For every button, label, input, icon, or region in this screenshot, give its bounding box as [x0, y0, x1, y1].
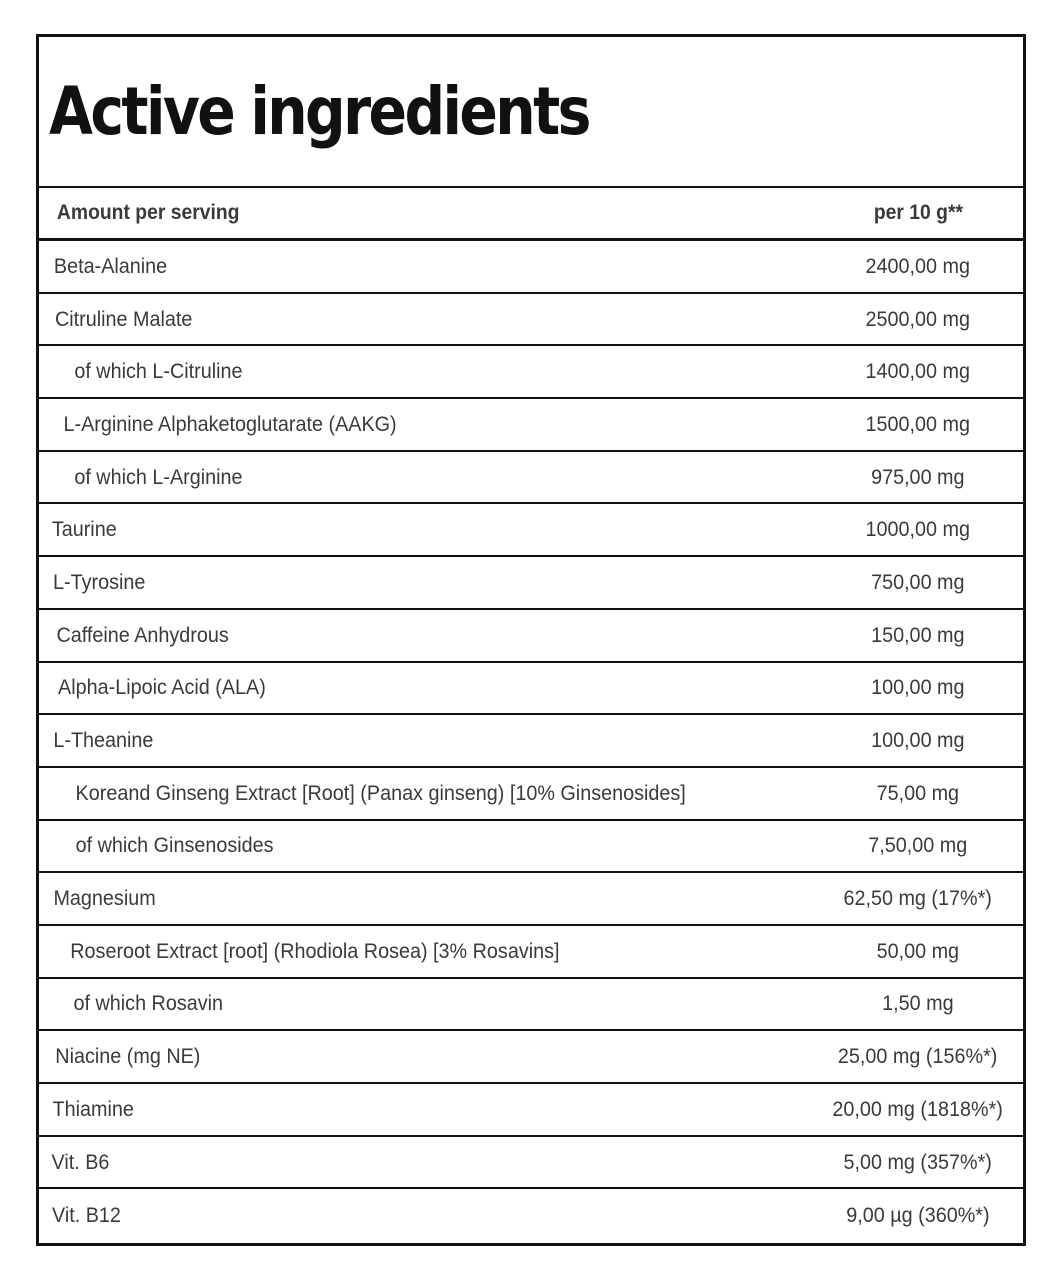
ingredient-name-text: Vit. B6 — [51, 1149, 110, 1174]
ingredient-amount — [813, 465, 1023, 490]
ingredient-name — [39, 675, 813, 700]
ingredient-name — [39, 886, 813, 911]
table-row — [39, 1189, 1023, 1242]
ingredient-name — [39, 991, 813, 1016]
ingredient-name — [39, 254, 813, 279]
ingredient-name-text: Vit. B12 — [51, 1203, 121, 1228]
ingredient-amount — [813, 1150, 1023, 1175]
ingredient-amount-text: 1500,00 mg — [865, 411, 971, 436]
ingredient-amount-text: 75,00 mg — [876, 780, 960, 805]
ingredient-amount-text: 20,00 mg (1818%*) — [832, 1096, 1004, 1121]
header-name — [39, 201, 813, 225]
ingredient-amount — [813, 728, 1023, 753]
ingredient-name — [39, 570, 813, 595]
ingredient-amount — [813, 781, 1023, 806]
ingredient-amount-text: 100,00 mg — [871, 728, 965, 753]
ingredient-amount-text: 62,50 mg (17%*) — [843, 886, 993, 911]
ingredient-name — [39, 1150, 813, 1175]
ingredient-name-text: Beta-Alanine — [53, 253, 168, 278]
ingredient-amount — [813, 886, 1023, 911]
ingredient-amount-text: 975,00 mg — [871, 464, 965, 489]
ingredient-amount-text: 1000,00 mg — [865, 517, 971, 542]
table-row — [39, 452, 1023, 505]
table-row — [39, 715, 1023, 768]
ingredient-name-text: Alpha-Lipoic Acid (ALA) — [58, 675, 266, 700]
ingredient-name-text: Citruline Malate — [54, 306, 193, 331]
ingredient-amount — [813, 623, 1023, 648]
ingredient-name — [39, 1044, 813, 1069]
table-row — [39, 1031, 1023, 1084]
title-bar — [39, 37, 1023, 188]
table-row — [39, 504, 1023, 557]
ingredient-name — [39, 465, 813, 490]
header-amount — [813, 201, 1023, 225]
ingredient-amount-text: 9,00 µg (360%*) — [846, 1203, 990, 1228]
ingredient-amount-text: 1400,00 mg — [865, 359, 971, 384]
table-row — [39, 399, 1023, 452]
ingredient-name — [39, 939, 813, 964]
ingredient-name — [39, 1203, 813, 1228]
table-row — [39, 610, 1023, 663]
table-row — [39, 1137, 1023, 1190]
ingredients-panel — [36, 34, 1026, 1246]
table-header — [39, 188, 1023, 241]
ingredient-name-text: L-Theanine — [53, 728, 154, 753]
ingredient-name — [39, 1097, 813, 1122]
header-name-label: Amount per serving — [56, 201, 240, 224]
table-row — [39, 294, 1023, 347]
table-row — [39, 1084, 1023, 1137]
ingredient-amount — [813, 412, 1023, 437]
ingredient-name — [39, 359, 813, 384]
table-row — [39, 346, 1023, 399]
ingredient-amount — [813, 833, 1023, 858]
ingredient-amount — [813, 1044, 1023, 1069]
ingredient-amount — [813, 939, 1023, 964]
ingredient-amount — [813, 254, 1023, 279]
ingredient-amount — [813, 991, 1023, 1016]
ingredient-name-text: L-Arginine Alphaketoglutarate (AAKG) — [63, 411, 397, 436]
ingredient-name — [39, 517, 813, 542]
ingredient-list — [39, 241, 1023, 1242]
ingredient-name-text: Thiamine — [52, 1096, 134, 1121]
ingredient-amount-text: 750,00 mg — [871, 569, 965, 594]
ingredient-name-text: Niacine (mg NE) — [55, 1044, 201, 1069]
table-row — [39, 979, 1023, 1032]
ingredient-name-text: Magnesium — [53, 886, 156, 911]
ingredient-amount — [813, 675, 1023, 700]
ingredient-name — [39, 623, 813, 648]
ingredient-amount-text: 1,50 mg — [882, 991, 954, 1016]
ingredient-name-text: Roseroot Extract [root] (Rhodiola Rosea) [3% Rosavins] — [70, 938, 560, 963]
ingredient-amount-text: 5,00 mg (357%*) — [843, 1149, 993, 1174]
ingredient-name-text: of which Rosavin — [73, 991, 224, 1016]
ingredient-amount-text: 2500,00 mg — [865, 306, 971, 331]
ingredient-name — [39, 781, 813, 806]
table-row — [39, 557, 1023, 610]
ingredient-name-text: Caffeine Anhydrous — [56, 622, 229, 647]
table-row — [39, 926, 1023, 979]
table-row — [39, 241, 1023, 294]
ingredient-amount — [813, 570, 1023, 595]
ingredient-amount — [813, 1203, 1023, 1228]
ingredient-amount — [813, 1097, 1023, 1122]
ingredient-name-text: of which L-Arginine — [74, 464, 243, 489]
ingredient-name-text: L-Tyrosine — [53, 569, 146, 594]
ingredient-amount — [813, 517, 1023, 542]
ingredient-amount — [813, 359, 1023, 384]
page-title: Active ingredients — [49, 73, 589, 150]
ingredient-amount-text: 50,00 mg — [876, 938, 960, 963]
ingredient-name-text: Koreand Ginseng Extract [Root] (Panax ginseng) [10% Ginsenosides] — [75, 780, 686, 805]
table-row — [39, 768, 1023, 821]
ingredient-name-text: of which L-Citruline — [74, 359, 243, 384]
ingredient-amount-text: 150,00 mg — [871, 622, 965, 647]
table-row — [39, 873, 1023, 926]
ingredient-amount — [813, 307, 1023, 332]
header-amount-label: per 10 g** — [873, 201, 963, 224]
ingredient-name — [39, 728, 813, 753]
ingredient-amount-text: 2400,00 mg — [865, 253, 971, 278]
table-row — [39, 663, 1023, 716]
ingredient-name — [39, 412, 813, 437]
table-row — [39, 821, 1023, 874]
ingredient-name — [39, 307, 813, 332]
ingredient-amount-text: 25,00 mg (156%*) — [838, 1044, 998, 1069]
ingredient-name-text: Taurine — [51, 517, 117, 542]
ingredient-amount-text: 100,00 mg — [871, 675, 965, 700]
ingredient-amount-text: 7,50,00 mg — [868, 833, 968, 858]
ingredient-name — [39, 833, 813, 858]
ingredient-name-text: of which Ginsenosides — [75, 833, 274, 858]
